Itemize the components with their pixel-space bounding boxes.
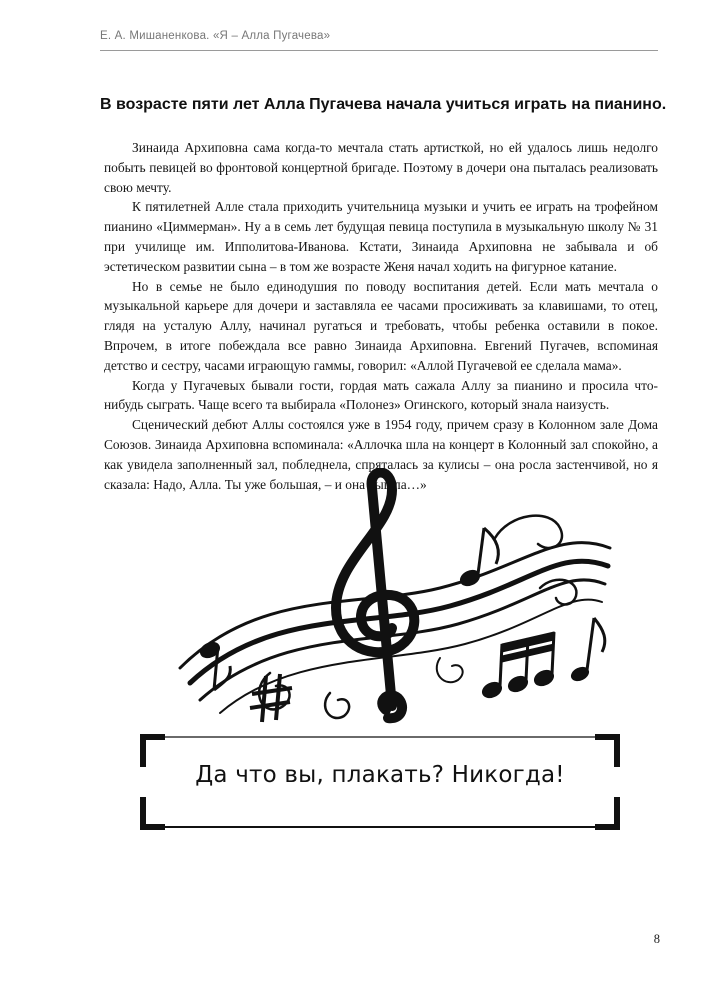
running-header: Е. А. Мишаненкова. «Я – Алла Пугачева» (100, 30, 331, 42)
page-number: 8 (653, 932, 660, 946)
paragraph: Когда у Пугачевых бывали гости, гордая мать сажала Аллу за пианино и просила что-нибудь сыграть. Чаще всего та выбирала «Полонез» Огинского, который знала наизусть. (104, 377, 658, 413)
paragraph: Зинаида Архиповна сама когда-то мечтала стать артисткой, но ей удалось лишь недолго побыть певицей во фронтовой концертной бригаде. Поэтому в дочери она пыталась реализовать свою мечту. (104, 140, 658, 195)
header-divider (100, 50, 658, 51)
pull-quote: Да что вы, плакать? Никогда! (195, 762, 565, 788)
paragraph: Но в семье не было единодушия по поводу воспитания детей. Если мать мечтала о музыкальной карьере для дочери и заставляла ее часами просиживать за клавишами, то отец, глядя на усталую Аллу, начинал ругаться и требовать, чтобы ребенка оставили в покое. Впрочем, в итоге побеждала все равно Зинаида Архиповна. Евгений Пугачев, вспоминая детство и сестру, часами играющую гаммы, говорил: «Аллой Пугачевой ее сделала мама». (104, 278, 658, 373)
body-text (104, 138, 658, 494)
treble-clef-music-notes-icon (140, 468, 620, 730)
chapter-title: В возрасте пяти лет Алла Пугачева начала учиться играть на пианино. (100, 96, 667, 113)
paragraph: К пятилетней Алле стала приходить учительница музыки и учить ее играть на трофейном пианино «Циммерман». Ну а в семь лет будущая певица поступила в музыкальную школу № 31 при училище им. Ипполитова-Иванова. Кстати, Зинаида Архиповна не забывала и об эстетическом развитии сына – в том же возрасте Женя начал ходить на фигурное катание. (104, 199, 658, 274)
paragraph: Сценический дебют Аллы состоялся уже в 1954 году, причем сразу в Колонном зале Дома Союзов. Зинаида Архиповна вспоминала: «Аллочка шла на концерт в Колонный зал спокойно, а как увидела заполненный зал, побледнела, спряталась за кулисы – она росла застенчивой, но я сказала: Надо, Алла. Ты уже большая, – и она вышла…» (104, 417, 658, 492)
